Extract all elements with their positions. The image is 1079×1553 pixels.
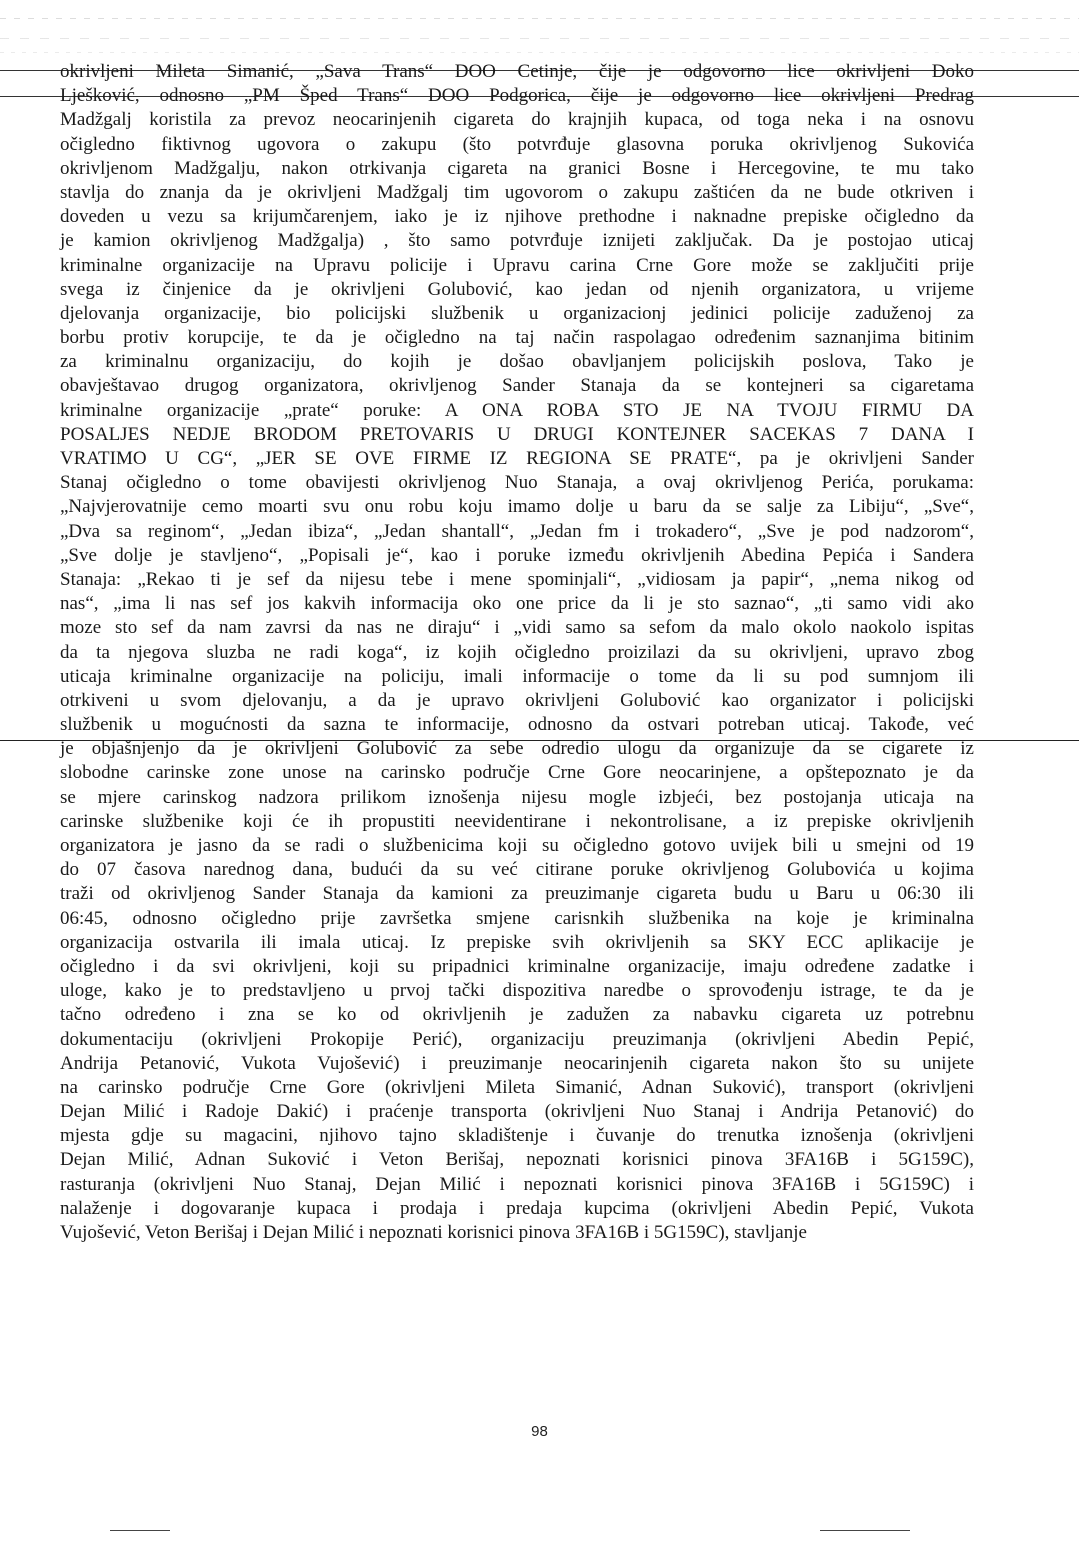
text-line: „Dva sa reginom“, „Jedan ibiza“, „Jedan shantall“, „Jedan fm i trokadero“, „Sve je pod nadzorom“, [60, 520, 974, 542]
text-line: carinske službenike koji će ih propustiti neevidentirane i nekontrolisane, a iz prepiske okrivljenih [60, 810, 974, 832]
text-line: moze sto sef da nam zavrsi da nas ne diraju“ i „vidi samo sa sefom da malo okolo naokolo ispitas [60, 617, 974, 639]
text-line: očigledno i da svi okrivljeni, koji su pripadnici kriminalne organizacije, imaju određene zadatke i [60, 955, 974, 977]
text-line: kriminalne organizacije „prate“ poruke: A ONA ROBA STO JE NA TVOJU FIRMU DA [60, 399, 974, 421]
text-line: stavlja do znanja da je okrivljeni Madžgalj tim ugovorom o zakupu zaštićen da ne bude otkriven i [60, 181, 974, 203]
text-line: Lješković, odnosno „PM Šped Trans“ DOO Podgorica, čije je odgovorno lice okrivljeni Predrag [60, 85, 974, 107]
text-line: slobodne carinske zone unose na carinsko područje Crne Gore neocarinjene, a opštepoznato je da [60, 762, 974, 784]
text-line: VRATIMO U CG“, „JER SE OVE FIRME IZ REGIONA SE PRATE“, pa je okrivljeni Sander [60, 448, 974, 469]
text-line: obavještavao drugog organizatora, okrivljenog Sander Stanaja da se kontejneri sa cigaretama [60, 375, 974, 397]
text-line: 06:45, odnosno očigledno prije završetka smjene carisnkih službenika na koje je kriminalna [60, 907, 974, 929]
text-line: očigledno fiktivnog ugovora o zakupu (što potvrđuje glasovna poruka okrivljenog Sukovića [60, 133, 974, 155]
text-line: Stanaj očigledno o tome obavijesti okrivljenog Nuo Stanaja, a ovaj okrivljenog Perića, porukama: [60, 472, 974, 494]
text-line: rasturanja (okrivljeni Nuo Stanaj, Dejan Milić i nepoznati korisnici pinova 3FA16B i 5G159C) i [60, 1173, 974, 1195]
text-line: okrivljeni Mileta Simanić, „Sava Trans“ DOO Cetinje, čije je odgovorno lice okrivljeni Đoko [60, 61, 974, 82]
text-line: Dejan Milić, Adnan Suković i Veton Berišaj, nepoznati korisnici pinova 3FA16B i 5G159C), [60, 1149, 974, 1171]
text-line: POSALJES NEDJE BRODOM PRETOVARIS U DRUGI KONTEJNER SACEKAS 7 DANA I [60, 423, 974, 445]
document-body [60, 60, 974, 1245]
text-line: je kamion okrivljenog Madžgalja) , što samo potvrđuje iznijeti zaključak. Da je postojao uticaj [60, 230, 974, 252]
text-line: nas“, „ima li nas sef jos kakvih informacija oko one price da li je sto saznao“, „ti samo vidi ako [60, 593, 974, 615]
text-line: da ta njegova sluzba ne radi koga“, iz kojih očigledno proizilazi da su okrivljeni, upravo zbog [60, 641, 974, 663]
text-line: organizacija ostvarila ili imala uticaj. Iz prepiske svih okrivljenih sa SKY ECC aplikacije je [60, 931, 974, 953]
text-line: djelovanja organizacije, bio policijski službenik u organizacionj jedinici policije zaduženoj za [60, 302, 974, 324]
text-line: tačno određeno i zna se ko od okrivljenih je zadužen za nabavku cigareta uz potrebnu [60, 1004, 974, 1026]
text-line: Andrija Petanović, Vukota Vujošević) i preuzimanje neocarinjenih cigareta nakon što su unijete [60, 1052, 974, 1074]
footer-mark-right [820, 1530, 910, 1531]
text-line: nalaženje i dogovaranje kupaca i prodaja i predaja kupcima (okrivljeni Abedin Pepić, Vukota [60, 1197, 974, 1219]
text-line: dokumentaciju (okrivljeni Prokopije Perić), organizaciju preuzimanja (okrivljeni Abedin Pepić, [60, 1028, 974, 1050]
text-line: kriminalne organizacije na Upravu policije i Upravu carina Crne Gore može se zaključiti prije [60, 254, 974, 276]
text-line: otrkiveni u svom djelovanju, a da je upravo okrivljeni Golubović kao organizator i policijski [60, 689, 974, 711]
text-line: na carinsko područje Crne Gore (okrivljeni Mileta Simanić, Adnan Suković), transport (okrivljeni [60, 1076, 974, 1098]
page-number: 98 [531, 1423, 548, 1440]
text-line: Vujošević, Veton Berišaj i Dejan Milić i nepoznati korisnici pinova 3FA16B i 5G159C), stavljanje [60, 1222, 807, 1243]
scan-noise [0, 0, 1079, 60]
text-line: okrivljenom Madžgalju, nakon otrkivanja cigareta na granici Bosne i Hercegovine, te mu tako [60, 157, 974, 179]
text-line: službenik u mogućnosti da sazna te informacije, odnosno da ostvari potreban uticaj. Takođe, već [60, 714, 974, 736]
text-line: Stanaja: „Rekao ti je sef da nijesu tebe i mene spominjali“, „vidiosam ja papir“, „nema nikog od [60, 568, 974, 590]
text-line: mjesta gdje su magacini, njihovo tajno skladištenje i čuvanje do trenutka iznošenja (okrivljeni [60, 1125, 974, 1147]
text-line: organizatora je jasno da se radi o službenicima koji su očigledno gotovo uvijek bili u smejni od 19 [60, 835, 974, 856]
text-line: uloge, kako je to predstavljeno u prvoj tački dispozitiva naredbe o sprovođenju istrage, te da je [60, 980, 974, 1002]
text-line: za kriminalnu organizaciju, do kojih je došao obavljanjem policijskih poslova, Tako je [60, 351, 974, 373]
footer-mark-left [110, 1530, 170, 1531]
text-line: svega iz činjenice da je okrivljeni Golubović, kao jedan od njenih organizatora, u vrijeme [60, 278, 974, 300]
text-line: „Sve dolje je stavljeno“, „Popisali je“, kao i poruke između okrivljenih Abedina Pepića i Sandera [60, 544, 974, 566]
text-line: traži od okrivljenog Sander Stanaja da kamioni za preuzimanje cigareta budu u Baru u 06:30 ili [60, 883, 974, 905]
text-line: borbu protiv korupcije, te da je očigledno na taj način raspolagao određenim saznanjima bitinim [60, 327, 974, 349]
text-line: „Najvjerovatnije cemo moarti svu onu robu koju imamo dolje u baru da se salje za Libiju“, „Sve“, [60, 496, 974, 518]
text-line: je objašnjenjo da je okrivljeni Golubović za sebe odredio ulogu da organizuje da se cigarete iz [60, 738, 974, 760]
text-line: Dejan Milić i Radoje Dakić) i praćenje transporta (okrivljeni Nuo Stanaj i Andrija Petanović) do [60, 1101, 974, 1123]
text-line: Madžgalj koristila za prevoz neocarinjenih cigareta do krajnjih kupaca, od toga neka i na osnovu [60, 109, 974, 131]
text-line: do 07 časova narednog dana, budući da su već citirane poruke okrivljenog Golubovića u kojima [60, 859, 974, 881]
text-line: se mjere carinskog nadzora prilikom iznošenja nijesu mogle izbjeći, bez postojanja uticaja na [60, 786, 974, 808]
text-line: uticaja kriminalne organizacije na policiju, imali informacije o tome da li su pod sumnjom ili [60, 665, 974, 687]
text-line: doveden u vezu sa krijumčarenjem, iako je iz njihove prethodne i naknadne prepiske očigledno da [60, 206, 974, 228]
